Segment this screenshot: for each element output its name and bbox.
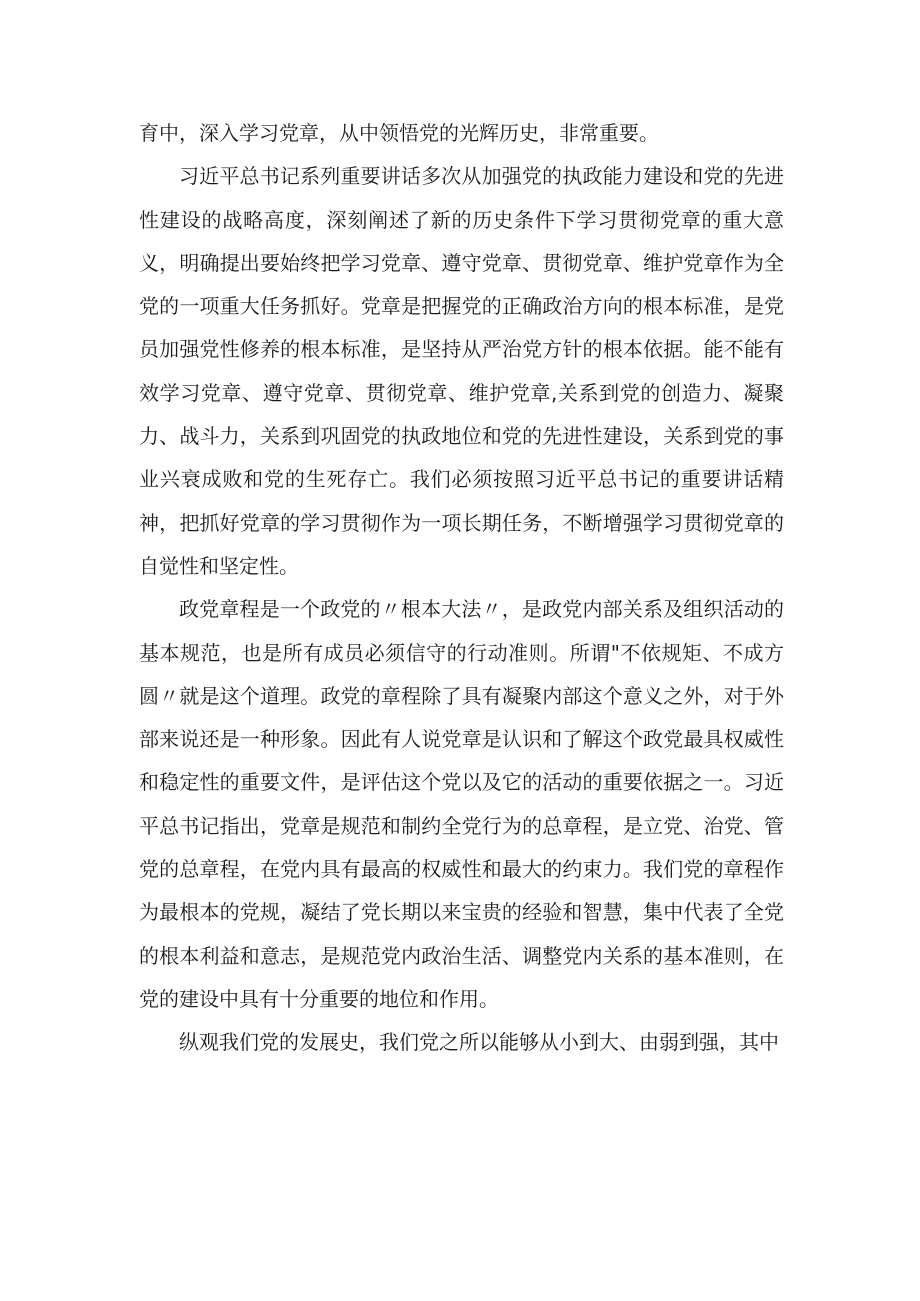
paragraph-4: 纵观我们党的发展史，我们党之所以能够从小到大、由弱到强，其中 (179, 1030, 779, 1055)
document-body (139, 112, 784, 1065)
paragraph-3: 政党章程是一个政党的〃根本大法〃，是政党内部关系及组织活动的基本规范，也是所有成员必须信守的行动准则。所谓"不依规矩、不成方圆〃就是这个道理。政党的章程除了具有凝聚内部这个意义之外，对于外部来说还是一种形象。因此有人说党章是认识和了解这个政党最具权威性和稳定性的重要文件，是评估这个党以及它的活动的重要依据之一。习近平总书记指出，党章是规范和制约全党行为的总章程，是立党、治党、管党的总章程，在党内具有最高的权威性和最大的约束力。我们党的章程作为最根本的党规，凝结了党长期以来宝贵的经验和智慧，集中代表了全党的根本利益和意志，是规范党内政治生活、调整党内关系的基本准则，在党的建设中具有十分重要的地位和作用。 (139, 597, 784, 1011)
paragraph-2: 习近平总书记系列重要讲话多次从加强党的执政能力建设和党的先进性建设的战略高度，深刻阐述了新的历史条件下学习贯彻党章的重大意义，明确提出要始终把学习党章、遵守党章、贯彻党章、维护党章作为全党的一项重大任务抓好。党章是把握党的正确政治方向的根本标准，是党员加强党性修养的根本标准，是坚持从严治党方针的根本依据。能不能有效学习党章、遵守党章、贯彻党章、维护党章,关系到党的创造力、凝聚力、战斗力，关系到巩固党的执政地位和党的先进性建设，关系到党的事业兴衰成败和党的生死存亡。我们必须按照习近平总书记的重要讲话精神，把抓好党章的学习贯彻作为一项长期任务，不断增强学习贯彻党章的自觉性和坚定性。 (139, 164, 784, 578)
paragraph-1: 育中，深入学习党章，从中领悟党的光辉历史，非常重要。 (139, 121, 659, 145)
